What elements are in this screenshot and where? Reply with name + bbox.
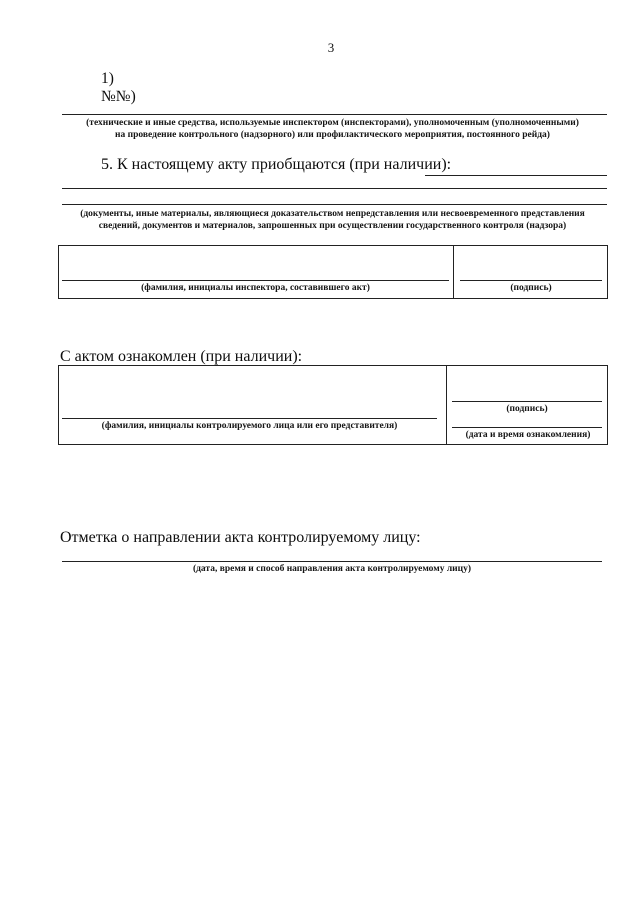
section-5-heading: 5. К настоящему акту приобщаются (при наличии): <box>101 156 452 173</box>
acquaint-name-caption: (фамилия, инициалы контролируемого лица или его представителя) <box>101 421 398 431</box>
number-sign: №№) <box>101 88 136 105</box>
section-5-inline-line <box>425 175 607 176</box>
section-5-line-2 <box>62 188 607 189</box>
item-number: 1) <box>101 70 114 87</box>
tech-means-caption-1: (технические и иные средства, используемые инспектором (инспекторами), уполномоченным (уполномоченными) <box>86 118 579 128</box>
inspector-signature-line <box>460 280 602 281</box>
page-number: 3 <box>327 40 335 55</box>
acquaint-signature-caption: (подпись) <box>506 404 548 414</box>
dispatch-line <box>62 561 602 562</box>
acquaint-table-divider <box>446 365 447 445</box>
section-5-line-3 <box>62 204 607 205</box>
acquaint-signature-line <box>452 401 602 402</box>
inspector-name-line <box>62 280 449 281</box>
tech-means-caption-2: на проведение контрольного (надзорного) или профилактического мероприятия, постоянного рейда) <box>115 130 550 140</box>
acquaint-name-line <box>62 418 437 419</box>
section-5-caption-2: сведений, документов и материалов, запрошенных при осуществлении государственного контроля (надзора) <box>98 221 567 231</box>
section-5-caption-1: (документы, иные материалы, являющиеся доказательством непредставления или несвоевременного представления <box>80 209 585 219</box>
inspector-signature-caption: (подпись) <box>510 283 552 293</box>
acquaint-datetime-caption: (дата и время ознакомления) <box>465 430 591 440</box>
dispatch-caption: (дата, время и способ направления акта контролируемому лицу) <box>192 564 472 574</box>
acquaint-heading: С актом ознакомлен (при наличии): <box>60 348 303 365</box>
acquaint-datetime-line <box>452 427 602 428</box>
inspector-table-divider <box>453 245 454 299</box>
inspector-name-caption: (фамилия, инициалы инспектора, составившего акт) <box>141 283 370 293</box>
tech-means-line <box>62 114 607 115</box>
dispatch-heading: Отметка о направлении акта контролируемому лицу: <box>60 529 421 546</box>
